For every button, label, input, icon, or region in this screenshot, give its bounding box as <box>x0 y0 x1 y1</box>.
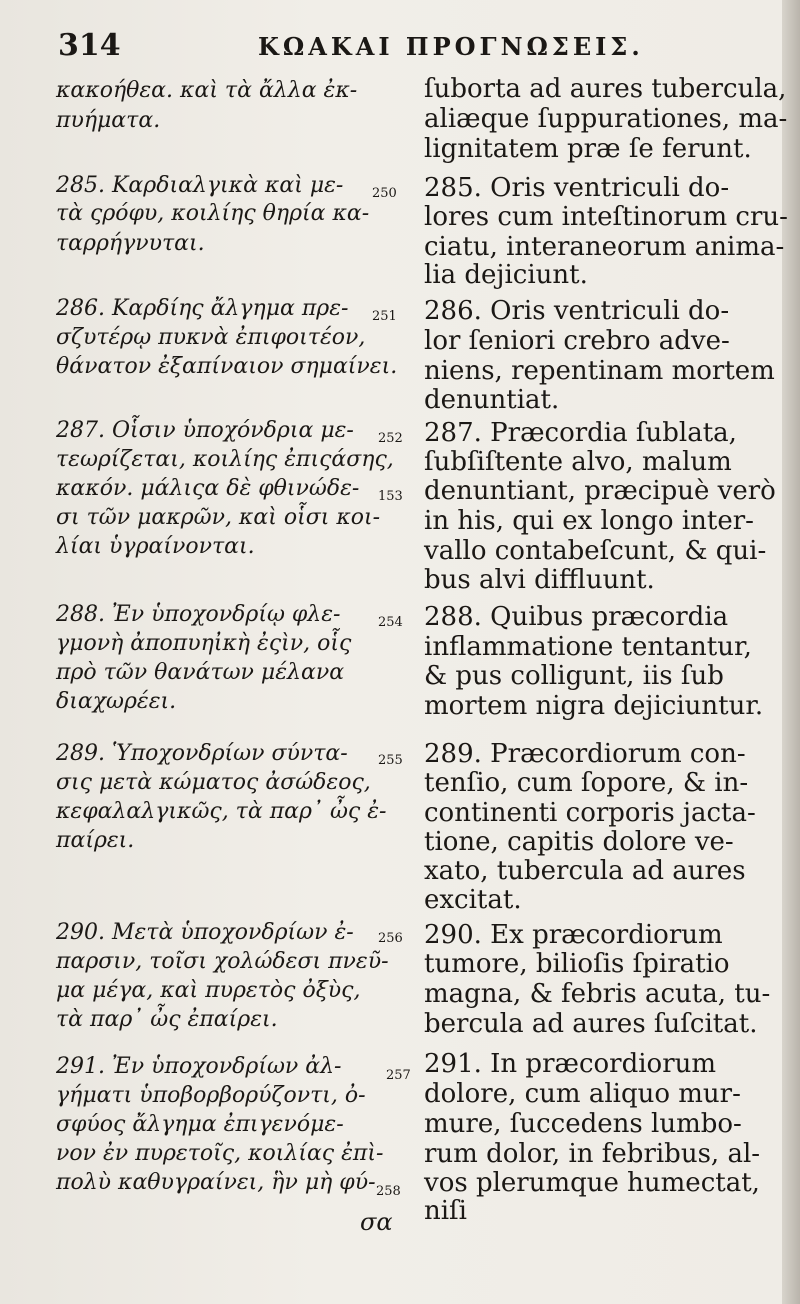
latin-line: mortem nigra dejiciuntur. <box>424 691 764 721</box>
marginal-number: 153 <box>378 489 403 504</box>
greek-line: παίρει. <box>56 828 135 853</box>
greek-line: γήματι ὑποβορβορύζοντι, ὀ- <box>56 1083 366 1108</box>
greek-line: θάνατον ἐξαπίναιον σημαίνει. <box>56 354 398 379</box>
greek-line: κακόν. μάλιςα δὲ φθινώδε- <box>56 476 360 501</box>
page-header <box>58 28 760 72</box>
greek-line: διαχωρέει. <box>56 689 177 714</box>
greek-line: ταρρήγνυται. <box>56 231 205 256</box>
latin-line: in his, qui ex longo inter- <box>424 506 754 536</box>
greek-line: κεφαλαλγικῶς, τὰ παρ᾽ ὦς ἐ- <box>56 799 387 824</box>
latin-line: tumore, bilioſis ſpiratio <box>424 949 730 979</box>
greek-line: γμονὴ ἀποπυηἰκὴ ἐςὶν, οἷς <box>56 631 352 656</box>
latin-line: lignitatem præ ſe ferunt. <box>424 134 752 164</box>
marginal-number: 255 <box>378 753 403 768</box>
latin-line: 288. Quibus præcordia <box>424 602 729 632</box>
latin-line: niens, repentinam mortem <box>424 356 775 386</box>
running-head: ΚΩΑΚΑΙ ΠΡΟΓΝΩΣΕΙΣ. <box>258 32 644 61</box>
greek-line: 288. Ἐν ὑποχονδρίῳ φλε- <box>56 602 341 627</box>
greek-line: πολὺ καθυγραίνει, ἣν μὴ φύ- <box>56 1170 376 1195</box>
greek-line: 290. Μετὰ ὑποχονδρίων ἐ- <box>56 920 354 945</box>
greek-line: πυήματα. <box>56 108 161 133</box>
latin-line: bercula ad aures ſuſcitat. <box>424 1009 758 1039</box>
marginal-number: 251 <box>372 309 397 324</box>
page-number: 314 <box>58 28 121 63</box>
latin-line: lores cum inteſtinorum cru- <box>424 202 788 232</box>
greek-line: λίαι ὑγραίνονται. <box>56 534 255 559</box>
latin-line: 287. Præcordia ſublata, <box>424 418 737 448</box>
greek-line: παρσιν, τοῖσι χολώδεσι πνεῦ- <box>56 949 389 974</box>
latin-line: 286. Oris ventriculi do- <box>424 296 730 326</box>
greek-line: νον ἐν πυρετοῖς, κοιλίας ἐπὶ- <box>56 1141 384 1166</box>
greek-line: πρὸ τῶν θανάτων μέλανα <box>56 660 345 685</box>
latin-line: rum dolor, in febribus, al- <box>424 1139 761 1169</box>
latin-line: tione, capitis dolore ve- <box>424 827 734 857</box>
latin-line: ſubſiſtente alvo, malum <box>424 447 732 477</box>
latin-line: denuntiant, præcipuè verò <box>424 476 776 506</box>
latin-line: & pus colligunt, iis ſub <box>424 661 724 691</box>
marginal-number: 254 <box>378 615 403 630</box>
greek-line: 291. Ἐν ὑποχονδρίων ἀλ- <box>56 1054 342 1079</box>
latin-line: lor ſeniori crebro adve- <box>424 326 730 356</box>
marginal-number: 256 <box>378 931 403 946</box>
latin-line: mure, ſuccedens lumbo- <box>424 1109 742 1139</box>
greek-line: μα μέγα, καὶ πυρετὸς ὀξὺς, <box>56 978 361 1003</box>
latin-line: magna, & febris acuta, tu- <box>424 979 771 1009</box>
book-spine-edge <box>782 0 800 1304</box>
latin-line: tenſio, cum ſopore, & in- <box>424 768 749 798</box>
marginal-number: 250 <box>372 186 397 201</box>
latin-line: lia dejiciunt. <box>424 260 588 290</box>
greek-line: σζυτέρῳ πυκνὰ ἐπιφοιτέον, <box>56 325 366 350</box>
marginal-number: 257 <box>386 1068 411 1083</box>
latin-line: 290. Ex præcordiorum <box>424 920 723 950</box>
latin-line: continenti corporis jacta- <box>424 798 756 828</box>
latin-line: inflammatione tentantur, <box>424 632 752 662</box>
greek-line: 289. Ὑποχονδρίων σύντα- <box>56 741 348 766</box>
greek-line: 286. Καρδίης ἄλγημα πρε- <box>56 296 349 321</box>
greek-line: 285. Καρδιαλγικὰ καὶ με- <box>56 173 344 198</box>
latin-line: ciatu, interaneorum anima- <box>424 232 785 262</box>
latin-line: vallo contabeſcunt, & qui- <box>424 536 767 566</box>
latin-line: dolore, cum aliquo mur- <box>424 1079 741 1109</box>
greek-line: σι τῶν μακρῶν, καὶ οἷσι κοι- <box>56 505 381 530</box>
greek-line: σφύος ἄλγημα ἐπιγενόμε- <box>56 1112 344 1137</box>
latin-line: xato, tubercula ad aures <box>424 856 746 886</box>
latin-line: ſuborta ad aures tubercula, <box>424 74 787 104</box>
latin-line: vos plerumque humectat, <box>424 1168 760 1198</box>
greek-line: τεωρίζεται, κοιλίης ἐπιςάσης, <box>56 447 394 472</box>
marginal-number: 252 <box>378 431 403 446</box>
greek-line: σις μετὰ κώματος ἀσώδεος, <box>56 770 371 795</box>
latin-line: bus alvi diffluunt. <box>424 565 655 595</box>
latin-line: 285. Oris ventriculi do- <box>424 173 730 203</box>
marginal-number: 258 <box>376 1184 401 1199</box>
latin-line: 289. Præcordiorum con- <box>424 739 746 769</box>
greek-line: τὰ ςρόφυ, κοιλίης θηρία κα- <box>56 201 370 226</box>
latin-line: 291. In præcordiorum <box>424 1049 717 1079</box>
greek-line: τὰ παρ᾽ ὦς ἐπαίρει. <box>56 1007 278 1032</box>
latin-line: denuntiat. <box>424 385 560 415</box>
latin-line: excitat. <box>424 885 522 915</box>
catchword: σα <box>360 1208 393 1236</box>
greek-line: 287. Οἷσιν ὑποχόνδρια με- <box>56 418 354 443</box>
greek-line: κακοήθεα. καὶ τὰ ἄλλα ἐκ- <box>56 78 358 103</box>
latin-line: aliæque ſuppurationes, ma- <box>424 104 788 134</box>
latin-line: niſi <box>424 1196 467 1226</box>
